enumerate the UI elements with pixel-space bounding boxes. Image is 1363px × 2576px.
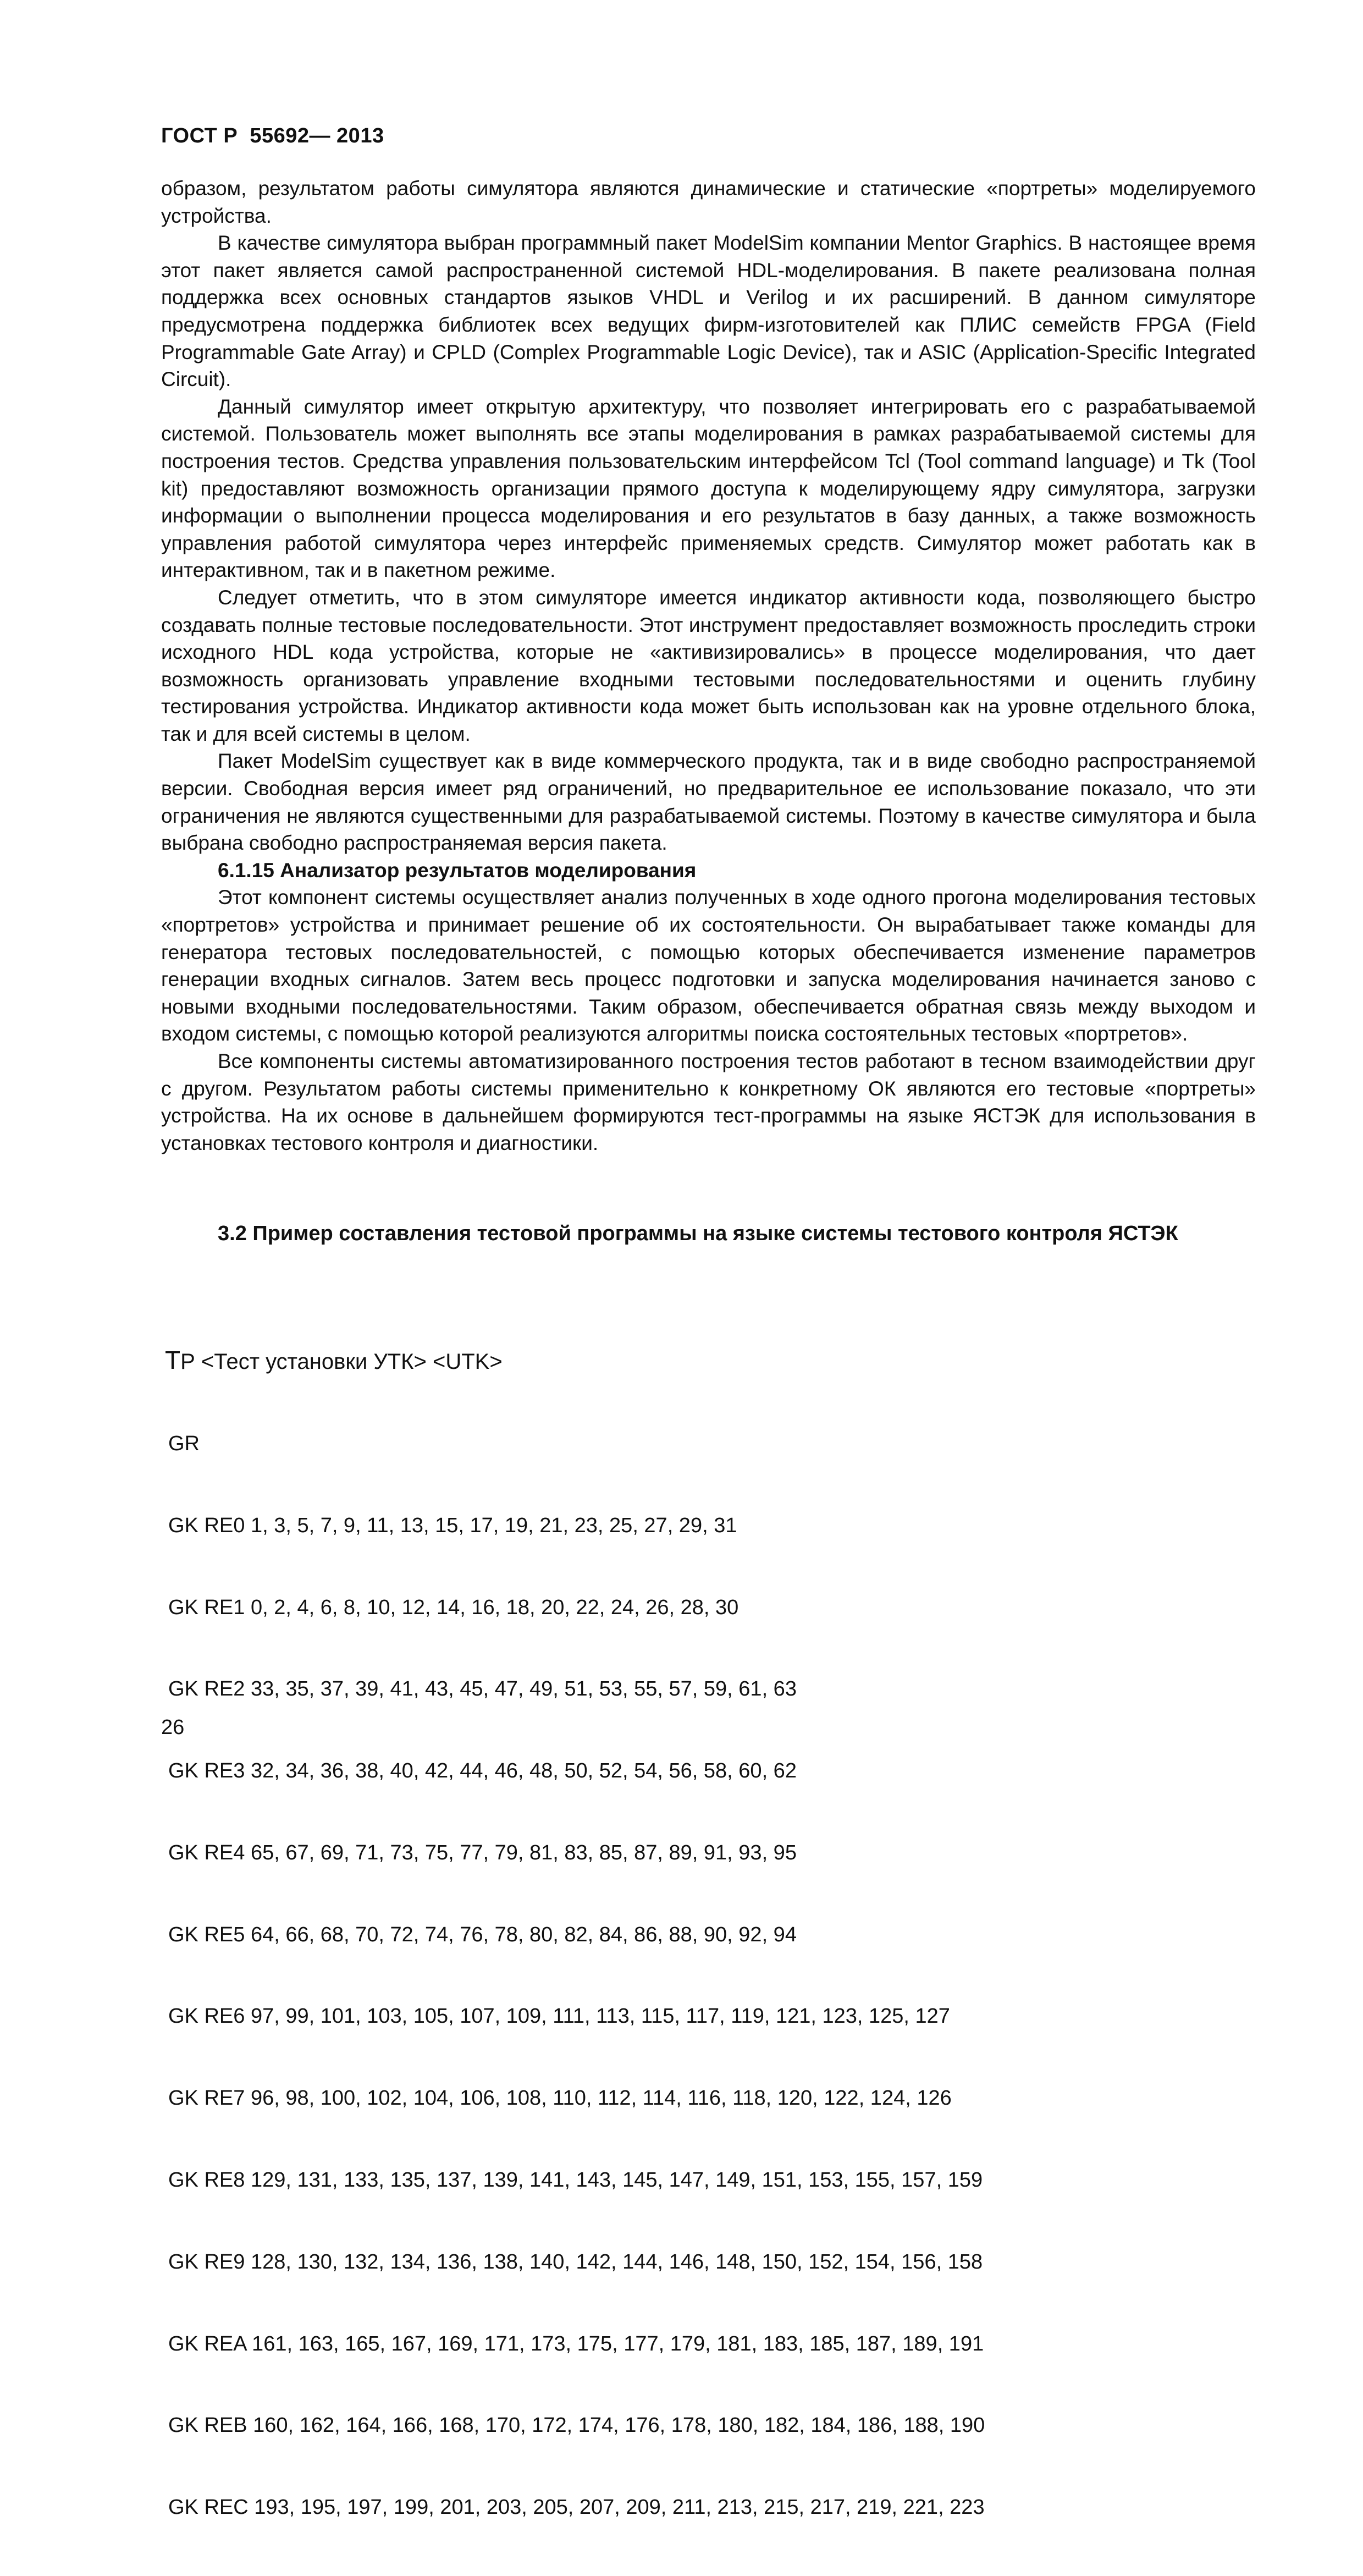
subsection-heading: 6.1.15 Анализатор результатов моделирования	[218, 858, 697, 882]
page-number: 26	[161, 1716, 185, 1739]
code-line: GK REA 161, 163, 165, 167, 169, 171, 173, 175, 177, 179, 181, 183, 185, 187, 189, 191	[168, 2332, 984, 2355]
code-line: GK RE2 33, 35, 37, 39, 41, 43, 45, 47, 49, 51, 53, 55, 57, 59, 61, 63	[168, 1677, 797, 1701]
code-line: GK REC 193, 195, 197, 199, 201, 203, 205, 207, 209, 211, 213, 215, 217, 219, 221, 223	[168, 2496, 985, 2519]
document-header: ГОСТ Р 55692— 2013	[161, 124, 384, 147]
code-line: GK RE6 97, 99, 101, 103, 105, 107, 109, 111, 113, 115, 117, 119, 121, 123, 125, 127	[168, 2005, 950, 2028]
code-line: GK RE3 32, 34, 36, 38, 40, 42, 44, 46, 48, 50, 52, 54, 56, 58, 60, 62	[168, 1759, 797, 1783]
code-line: GK RE7 96, 98, 100, 102, 104, 106, 108, 110, 112, 114, 116, 118, 120, 122, 124, 126	[168, 2087, 952, 2110]
code-title-line	[165, 1347, 985, 1376]
paragraph: Этот компонент системы осуществляет анализ полученных в ходе одного прогона моделирования тестовых «портретов» устройства и принимает решение об их состоятельности. Он вырабатывает также команды для генератора тестовых последовательностей, с помощью которых обеспечивается изменение параметров генерации входных сигналов. Затем весь процесс подготовки и запуска моделирования начинается заново с новыми входными последовательностями. Таким образом, обеспечивается обратная связь между выходом и входом системы, с помощью которой реализуются алгоритмы поиска состоятельных тестовых «портретов».	[161, 886, 1256, 1045]
code-line: GK RE1 0, 2, 4, 6, 8, 10, 12, 14, 16, 18, 20, 22, 24, 26, 28, 30	[168, 1595, 739, 1619]
paragraph: В качестве симулятора выбран программный пакет ModelSim компании Mentor Graphics. В настоящее время этот пакет является самой распространенной системой HDL-моделирования. В пакете реализована полная поддержка всех основных стандартов языков VHDL и Verilog и их расширений. В данном симуляторе предусмотрена поддержка библиотек всех ведущих фирм-изготовителей как ПЛИС семейств FPGA (Field Programmable Gate Array) и CPLD (Complex Programmable Logic Device), так и ASIC (Application-Specific Integrated Circuit).	[161, 232, 1256, 391]
paragraph: Данный симулятор имеет открытую архитектуру, что позволяет интегрировать его с разрабатываемой системой. Пользователь может выполнять все этапы моделирования в рамках разрабатываемой системы для построения тестов. Средства управления пользовательским интерфейсом Tcl (Tool command language) и Tk (Tool kit) предоставляют возможность организации прямого доступа к моделирующему ядру симулятора, загрузки информации о выполнении процесса моделирования и его результатов в базу данных, а также возможность управления работой симулятора через интерфейс применяемых средств. Симулятор может работать как в интерактивном, так и в пакетном режиме.	[161, 395, 1256, 582]
code-title-prefix: Т	[165, 1346, 181, 1375]
code-line: GR	[168, 1432, 200, 1455]
code-line: GK RE0 1, 3, 5, 7, 9, 11, 13, 15, 17, 19, 21, 23, 25, 27, 29, 31	[168, 1513, 737, 1537]
code-line: GK REB 160, 162, 164, 166, 168, 170, 172, 174, 176, 178, 180, 182, 184, 186, 188, 190	[168, 2414, 985, 2437]
code-block	[165, 1292, 985, 2576]
code-line: GK RE9 128, 130, 132, 134, 136, 138, 140, 142, 144, 146, 148, 150, 152, 154, 156, 158	[168, 2250, 983, 2274]
paragraph: Следует отметить, что в этом симуляторе имеется индикатор активности кода, позволяющего быстро создавать полные тестовые последовательности. Этот инструмент предоставляет возможность проследить строки исходного HDL кода устройства, которые не «активизировались» в процессе моделирования, что дает возможность организовать управление входными тестовыми последовательностями и оценить глубину тестирования устройства. Индикатор активности кода может быть использован как на уровне отдельного блока, так и для всей системы в целом.	[161, 586, 1256, 745]
section-heading: 3.2 Пример составления тестовой программы на языке системы тестового контроля ЯСТЭК	[218, 1222, 1178, 1245]
paragraph: образом, результатом работы симулятора являются динамические и статические «портреты» моделируемого устройства.	[161, 177, 1256, 227]
paragraph: Все компоненты системы автоматизированного построения тестов работают в тесном взаимодействии друг с другом. Результатом работы системы применительно к конкретному ОК являются его тестовые «портреты» устройства. На их основе в дальнейшем формируются тест-программы на языке ЯСТЭК для использования в установках тестового контроля и диагностики.	[161, 1050, 1256, 1154]
code-title-text: Р <Тест установки УТК> <UTK>	[180, 1350, 503, 1374]
body-text	[161, 175, 1256, 1157]
code-line: GK RE5 64, 66, 68, 70, 72, 74, 76, 78, 80, 82, 84, 86, 88, 90, 92, 94	[168, 1923, 797, 1946]
code-line: GK RE4 65, 67, 69, 71, 73, 75, 77, 79, 81, 83, 85, 87, 89, 91, 93, 95	[168, 1841, 797, 1864]
code-line: GK RE8 129, 131, 133, 135, 137, 139, 141, 143, 145, 147, 149, 151, 153, 155, 157, 159	[168, 2168, 983, 2192]
paragraph: Пакет ModelSim существует как в виде коммерческого продукта, так и в виде свободно распространяемой версии. Свободная версия имеет ряд ограничений, но предварительное ее использование показало, что эти ограничения не являются существенными для разрабатываемой системы. Поэтому в качестве симулятора и была выбрана свободно распространяемая версия пакета.	[161, 750, 1256, 855]
